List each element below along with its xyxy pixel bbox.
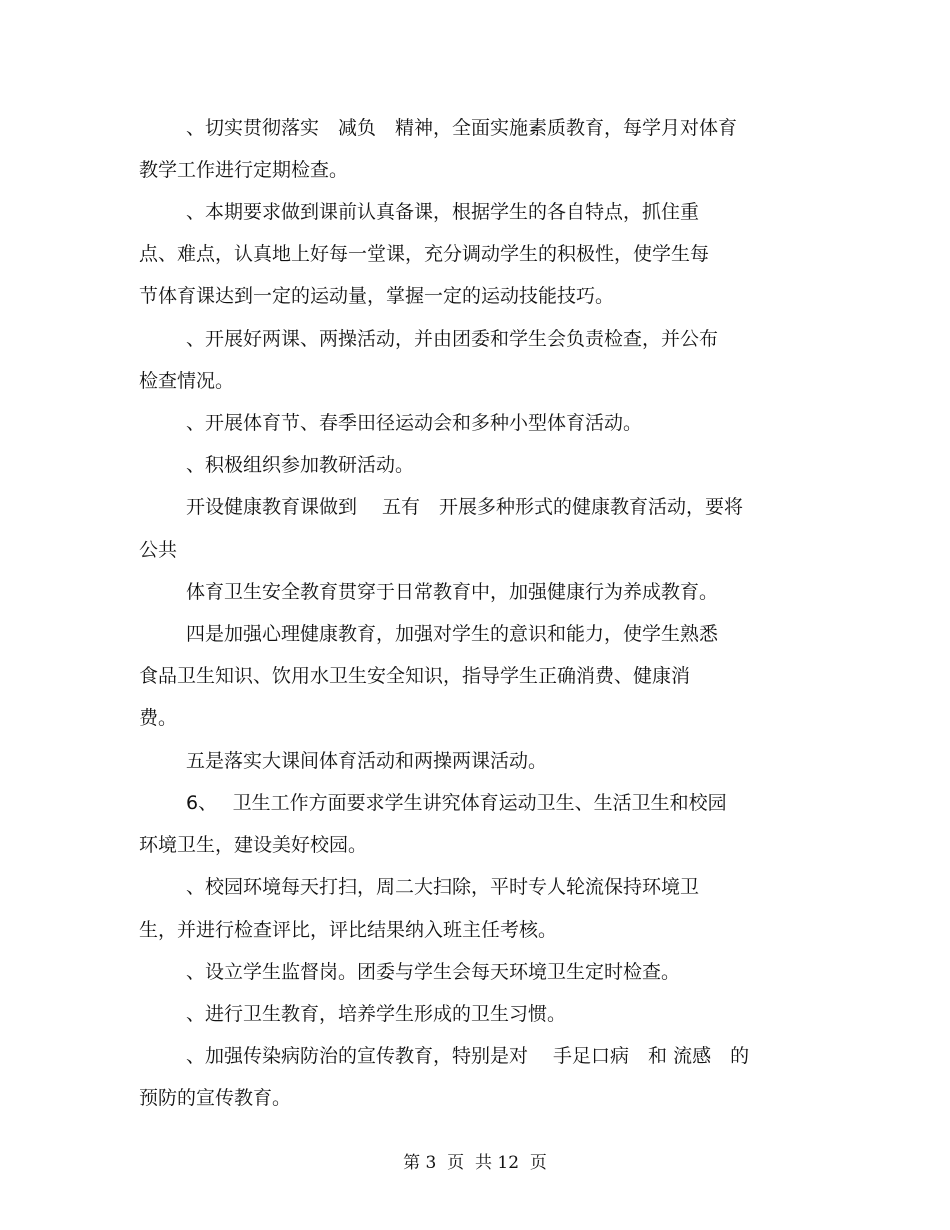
text-line: 节体育课达到一定的运动量，掌握一定的运动技能技巧。 — [139, 285, 615, 307]
text-line: 食品卫生知识、饮用水卫生安全知识，指导学生正确消费、健康消 — [139, 665, 691, 687]
text-line: 费。 — [139, 707, 178, 729]
text-line: 、开展好两课、两操活动，并由团委和学生会负责检查，并公布 — [186, 328, 719, 350]
text-line: 检查情况。 — [139, 370, 235, 392]
text-line: 教学工作进行定期检查。 — [139, 159, 349, 181]
text-line: 预防的宣传教育。 — [139, 1087, 292, 1109]
text-line: 点、难点，认真地上好每一堂课，充分调动学生的积极性，使学生每 — [139, 243, 710, 265]
text-line: 开设健康教育课做到 五有 开展多种形式的健康教育活动，要将 — [186, 496, 744, 518]
text-line: 环境卫生，建设美好校园。 — [139, 834, 368, 856]
text-line: 四是加强心理健康教育，加强对学生的意识和能力，使学生熟悉 — [186, 623, 719, 645]
text-line: 、切实贯彻落实 减负 精神，全面实施素质教育，每学月对体育 — [186, 117, 738, 139]
text-line: 五是落实大课间体育活动和两操两课活动。 — [186, 750, 548, 772]
text-line: 、积极组织参加教研活动。 — [186, 454, 415, 476]
text-line: 体育卫生安全教育贯穿于日常教育中，加强健康行为养成教育。 — [186, 581, 719, 603]
text-line: 、本期要求做到课前认真备课，根据学生的各自特点，抓住重 — [186, 201, 700, 223]
text-line: 公共 — [139, 539, 178, 561]
page-number-footer: 第 3 页 共 12 页 — [403, 1153, 547, 1173]
text-line: 生，并进行检查评比，评比结果纳入班主任考核。 — [139, 919, 558, 941]
text-line: 、开展体育节、春季田径运动会和多种小型体育活动。 — [186, 412, 643, 434]
text-line: 、加强传染病防治的宣传教育，特别是对 手足口病 和 流感 的 — [186, 1045, 750, 1067]
text-line: 、校园环境每天打扫，周二大扫除，平时专人轮流保持环境卫 — [186, 876, 700, 898]
text-line: 、设立学生监督岗。团委与学生会每天环境卫生定时检查。 — [186, 961, 681, 983]
text-line: 6、 卫生工作方面要求学生讲究体育运动卫生、生活卫生和校园 — [186, 792, 727, 814]
text-line: 、进行卫生教育，培养学生形成的卫生习惯。 — [186, 1003, 567, 1025]
